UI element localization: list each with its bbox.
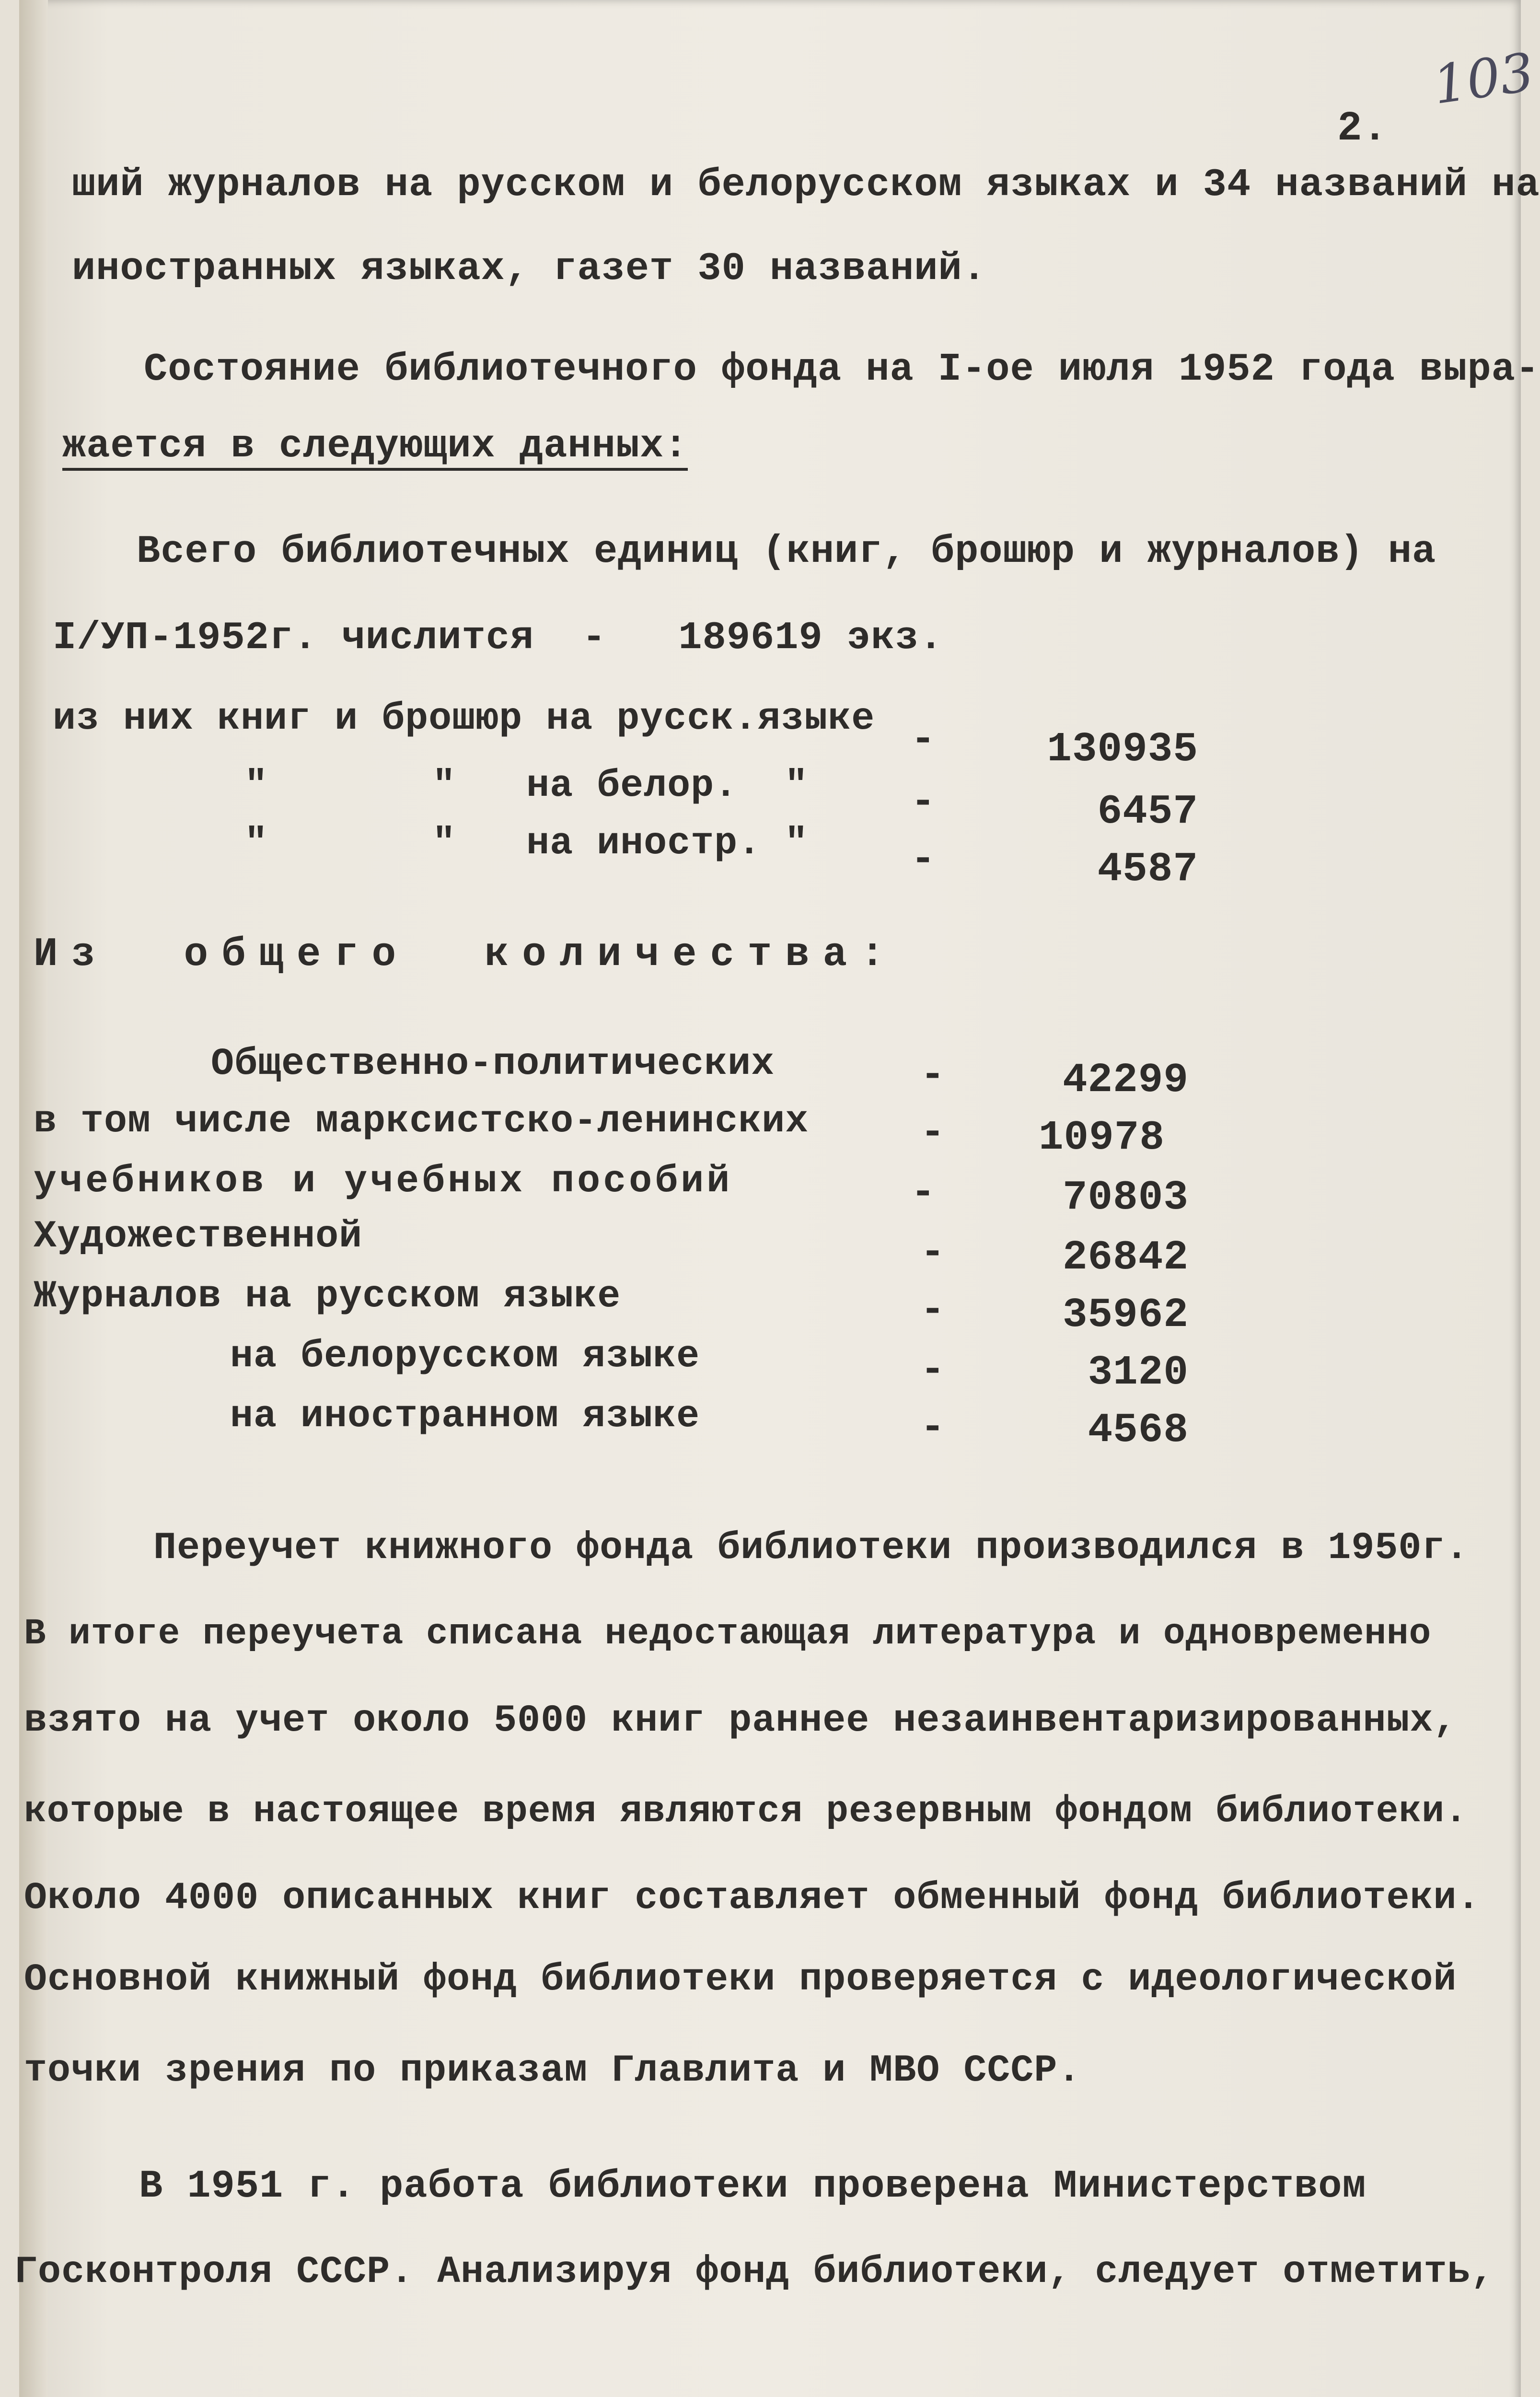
para3-line2: I/УП-1952г. числится - 189619 экз.: [53, 616, 943, 660]
breakdown-value: 6457: [1097, 788, 1198, 835]
para4-line1: Переучет книжного фонда библиотеки производился в 1950г.: [153, 1526, 1469, 1570]
para4-line7: точки зрения по приказам Главлита и МВО СССР.: [24, 2049, 1081, 2093]
page-number: 2.: [1337, 105, 1388, 152]
breakdown-dash: -: [911, 836, 936, 883]
para3-line1: Всего библиотечных единиц (книг, брошюр и журналов) на: [137, 529, 1436, 574]
para1-line1: ший журналов на русском и белорусском языках и 34 названий на: [72, 163, 1540, 207]
para1-line2: иностранных языках, газет 30 названий.: [72, 246, 986, 291]
category-row: учебников и учебных пособий: [34, 1160, 733, 1203]
category-value: 35962: [1062, 1292, 1189, 1338]
para4-line6: Основной книжный фонд библиотеки проверяется с идеологической: [24, 1958, 1457, 2001]
category-value: 3120: [1088, 1349, 1189, 1396]
category-row: Журналов на русском языке: [34, 1275, 621, 1318]
breakdown-dash: -: [911, 779, 936, 826]
para5-line1: В 1951 г. работа библиотеки проверена Министерством: [139, 2164, 1366, 2209]
category-dash: -: [920, 1347, 946, 1394]
category-value: 70803: [1062, 1174, 1189, 1221]
category-dash: -: [920, 1052, 946, 1099]
total-heading: Из общего количества:: [34, 932, 898, 977]
breakdown-row: из них книг и брошюр на русск.языке: [53, 697, 875, 741]
para2-line1: Состояние библиотечного фонда на I-ое июля 1952 года выра-: [144, 347, 1540, 392]
breakdown-row: " " на белор. ": [244, 764, 809, 808]
category-dash: -: [911, 1169, 936, 1216]
para4-line2: В итоге переучета списана недостающая литература и одновременно: [24, 1613, 1432, 1654]
para4-line5: Около 4000 описанных книг составляет обменный фонд библиотеки.: [24, 1876, 1481, 1920]
para2-line2: жается в следующих данных:: [62, 427, 688, 471]
category-dash: -: [920, 1404, 946, 1451]
category-row: Общественно-политических: [211, 1042, 775, 1086]
handwritten-folio-number: 103: [1429, 41, 1538, 116]
category-value: 10978: [1038, 1114, 1165, 1161]
category-dash: -: [920, 1109, 946, 1156]
breakdown-value: 130935: [1047, 726, 1198, 773]
category-row: на иностранном языке: [230, 1395, 700, 1438]
category-row: на белорусском языке: [230, 1335, 700, 1378]
category-dash: -: [920, 1229, 946, 1276]
para5-line2: Госконтроля СССР. Анализируя фонд библиотеки, следует отметить,: [14, 2250, 1494, 2294]
category-value: 4568: [1088, 1407, 1189, 1454]
category-row: в том числе марксистско-ленинских: [34, 1100, 809, 1143]
para4-line3: взято на учет около 5000 книг раннее незаинвентаризированных,: [24, 1699, 1457, 1743]
category-value: 42299: [1062, 1057, 1189, 1104]
breakdown-value: 4587: [1097, 846, 1198, 893]
category-value: 26842: [1062, 1234, 1189, 1281]
para4-line4: которые в настоящее время являются резервным фондом библиотеки.: [24, 1791, 1468, 1833]
category-row: Художественной: [34, 1215, 363, 1258]
breakdown-dash: -: [911, 716, 936, 763]
category-dash: -: [920, 1287, 946, 1334]
breakdown-row: " " на иностр. ": [244, 822, 809, 865]
